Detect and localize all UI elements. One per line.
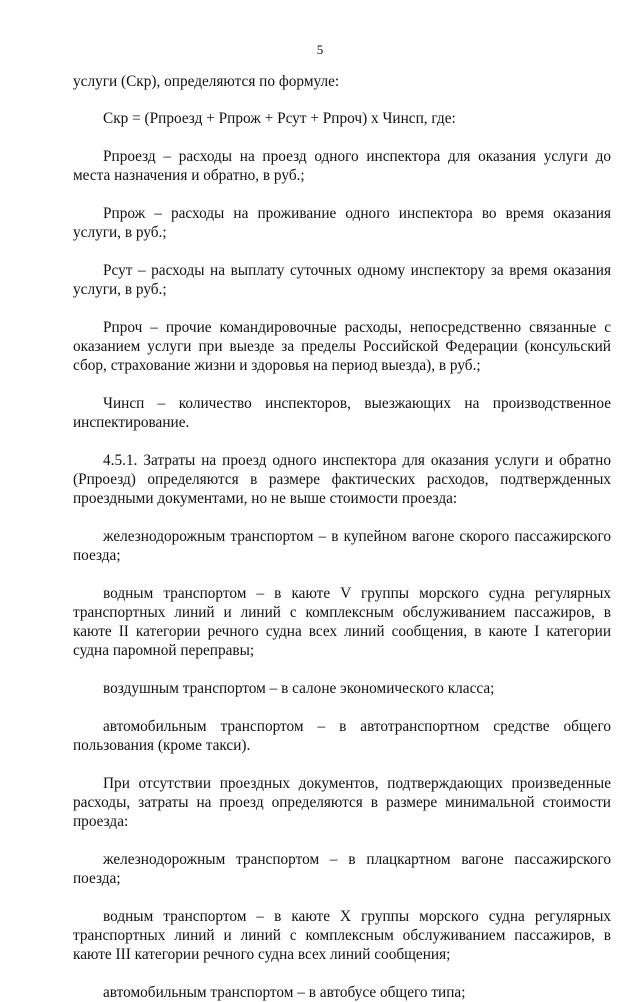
list-item-rail-min: железнодорожным транспортом – в плацкартном вагоне пассажирского поезда; [73, 851, 611, 887]
list-item-water: водным транспортом – в каюте V группы морского судна регулярных транспортных линий и линий с комплексным обслуживанием пассажиров, в каюте II категории речного судна всех линий сообщения, в каюте I категории судна паромной переправы; [73, 585, 611, 659]
list-item-auto-min: автомобильным транспортом – в автобусе общего типа; [103, 984, 466, 1001]
page-number: 5 [316, 42, 324, 57]
list-item-auto: автомобильным транспортом – в автотранспортном средстве общего пользования (кроме такси). [73, 718, 611, 754]
definition-rproch: Рпроч – прочие командировочные расходы, непосредственно связанные с оказанием услуги при выезде за пределы Российской Федерации (консульский сбор, страхование жизни и здоровья на период выезда), в руб.; [73, 319, 611, 374]
document-body [73, 72, 611, 1002]
list-item-rail: железнодорожным транспортом – в купейном вагоне скорого пассажирского поезда; [73, 528, 611, 564]
definition-rproezd: Рпроезд – расходы на проезд одного инспектора для оказания услуги до места назначения и обратно, в руб.; [73, 148, 611, 184]
paragraph-intro: услуги (Скр), определяются по формуле: [73, 73, 340, 90]
list-item-air: воздушным транспортом – в салоне экономического класса; [103, 680, 495, 697]
definition-chinsp: Чинсп – количество инспекторов, выезжающих на производственное инспектирование. [73, 395, 611, 431]
paragraph-4-5-1: 4.5.1. Затраты на проезд одного инспектора для оказания услуги и обратно (Рпроезд) определяются в размере фактических расходов, подтвержденных проездными документами, но не выше стоимости проезда: [73, 452, 611, 507]
paragraph-no-documents: При отсутствии проездных документов, подтверждающих произведенные расходы, затраты на проезд определяются в размере минимальной стоимости проезда: [73, 775, 611, 830]
definition-rprozh: Рпрож – расходы на проживание одного инспектора во время оказания услуги, в руб.; [73, 205, 611, 241]
definition-rsut: Рсут – расходы на выплату суточных одному инспектору за время оказания услуги, в руб.; [73, 262, 611, 298]
list-item-water-min: водным транспортом – в каюте X группы морского судна регулярных транспортных линий и линий с комплексным обслуживанием пассажиров, в каюте III категории речного судна всех линий сообщения; [73, 908, 611, 963]
formula-skr: Скр = (Рпроезд + Рпрож + Рсут + Рпроч) х Чинсп, где: [103, 110, 456, 127]
